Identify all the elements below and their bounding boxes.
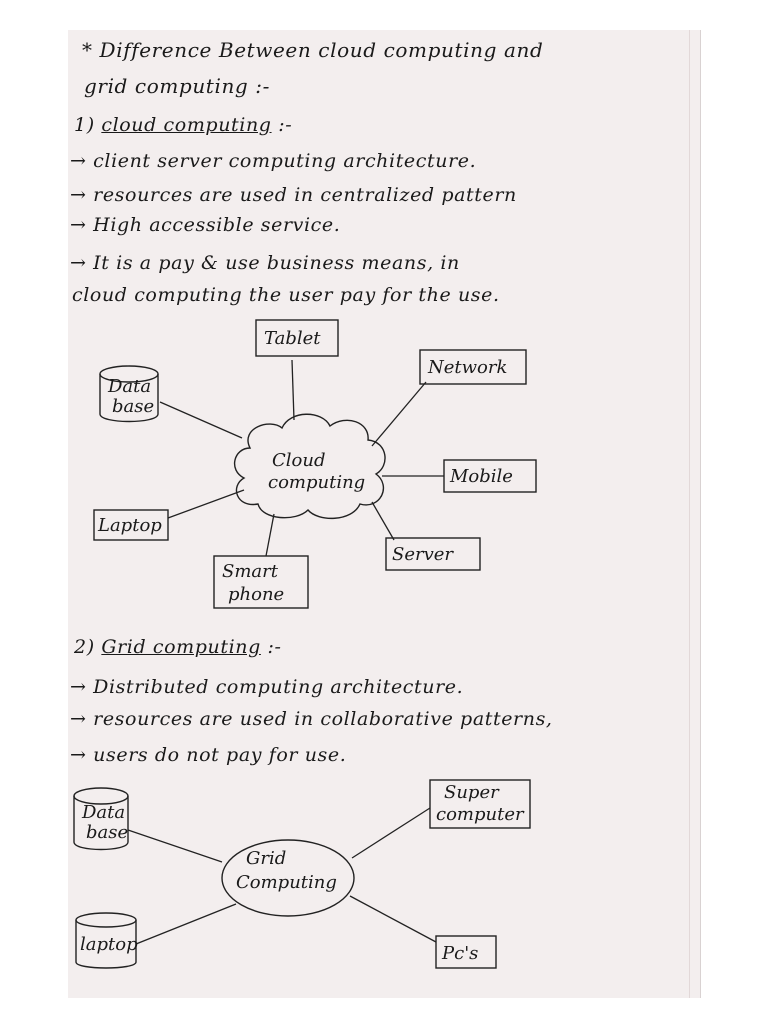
node-database-label-1: Data <box>108 376 152 397</box>
cloud-title-suffix: :- <box>278 114 293 136</box>
grid-node-database-label-2: base <box>86 822 129 843</box>
cloud-title-text: cloud computing <box>101 114 272 136</box>
grid-node-database-label-1: Data <box>82 802 126 823</box>
grid-center-label-1: Grid <box>246 848 287 869</box>
grid-point-1: → Distributed computing architecture. <box>70 676 464 698</box>
cloud-point-1: → client server computing architecture. <box>70 150 477 172</box>
grid-node-laptop-label: laptop <box>80 934 138 955</box>
cloud-section-title <box>74 114 292 136</box>
cloud-point-5: cloud computing the user pay for the use. <box>72 284 500 306</box>
grid-title-prefix: 2) <box>74 636 95 658</box>
node-mobile-label: Mobile <box>450 466 513 487</box>
heading-line-1: * Difference Between cloud computing and <box>82 38 544 62</box>
node-database-label-2: base <box>112 396 155 417</box>
node-network-label: Network <box>428 357 508 378</box>
grid-point-2: → resources are used in collaborative patterns, <box>70 708 553 730</box>
cloud-center-label-1: Cloud <box>272 450 326 471</box>
grid-point-3: → users do not pay for use. <box>70 744 347 766</box>
cloud-center-label-2: computing <box>268 472 366 493</box>
grid-node-supercomputer-label-1: Super <box>444 782 499 803</box>
cloud-point-4: → It is a pay & use business means, in <box>70 252 460 274</box>
grid-node-supercomputer-label-2: computer <box>436 804 524 825</box>
node-tablet-label: Tablet <box>264 328 321 349</box>
cloud-title-prefix: 1) <box>74 114 95 136</box>
node-smartphone-label-2: phone <box>228 584 285 605</box>
grid-title-text: Grid computing <box>101 636 261 658</box>
cloud-point-2: → resources are used in centralized pattern <box>70 184 517 206</box>
grid-node-pcs-label: Pc's <box>442 943 479 964</box>
node-smartphone-label-1: Smart <box>222 561 278 582</box>
node-server-label: Server <box>392 544 454 565</box>
heading-line-2: grid computing :- <box>84 74 270 98</box>
cloud-point-3: → High accessible service. <box>70 214 341 236</box>
notebook-page <box>68 30 701 998</box>
grid-center-label-2: Computing <box>236 872 337 893</box>
node-laptop-label: Laptop <box>98 515 162 536</box>
grid-title-suffix: :- <box>267 636 282 658</box>
grid-section-title <box>74 636 282 658</box>
